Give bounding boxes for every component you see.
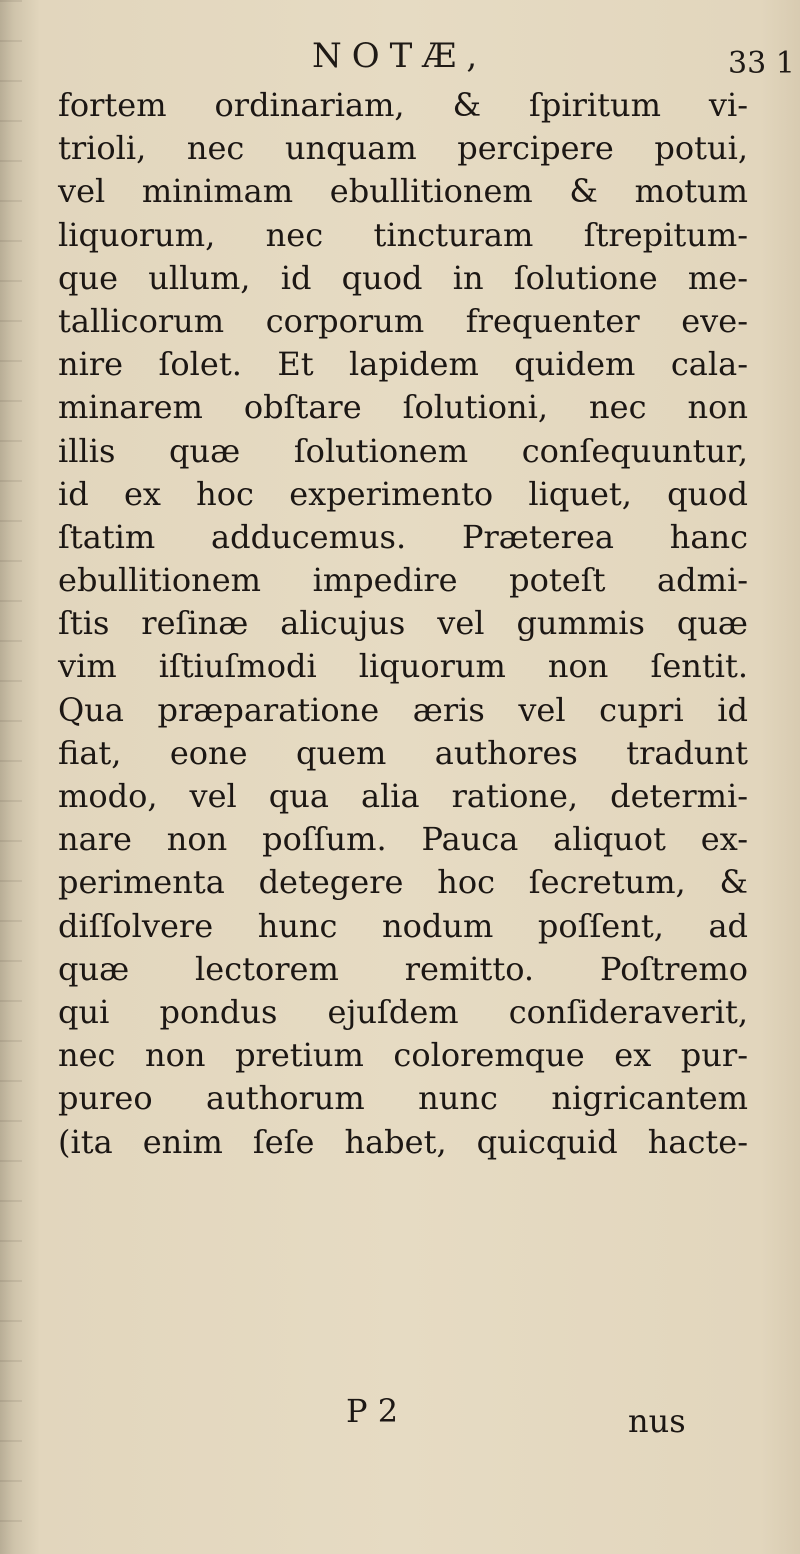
text-line: que ullum, id quod in ſolutione me-	[58, 258, 748, 297]
text-line: illis quæ ſolutionem conſequuntur,	[58, 431, 748, 470]
page-header	[0, 36, 800, 86]
text-line: vim iſtiuſmodi liquorum non ſentit.	[58, 647, 748, 686]
text-line: fiat, eone quem authores tradunt	[58, 733, 748, 772]
text-line: liquorum, nec tincturam ſtrepitum-	[58, 215, 748, 254]
text-line: (ita enim ſeſe habet, quicquid hacte-	[58, 1122, 748, 1161]
body-text	[58, 84, 748, 1164]
text-line: minarem obſtare ſolutioni, nec non	[58, 388, 748, 427]
text-line: tallicorum corporum frequenter eve-	[58, 301, 748, 340]
text-line: ſtis reſinæ alicujus vel gummis quæ	[58, 604, 748, 643]
text-line: modo, vel qua alia ratione, determi-	[58, 777, 748, 815]
page-number: 33 1	[728, 46, 795, 81]
text-line: ebullitionem impedire poteſt admi-	[58, 561, 748, 600]
text-line: perimenta detegere hoc ſecretum, &	[58, 863, 748, 902]
text-line: vel minimam ebullitionem & motum	[58, 172, 748, 211]
binding-gutter	[0, 0, 22, 1554]
text-line: pureo authorum nunc nigricantem	[58, 1079, 748, 1118]
text-line: fortem ordinariam, & ſpiritum vi-	[58, 86, 748, 124]
text-line: Qua præparatione æris vel cupri id	[58, 690, 748, 729]
text-line: nire ſolet. Et lapidem quidem cala-	[58, 345, 748, 384]
text-line: diſſolvere hunc nodum poſſent, ad	[58, 906, 748, 945]
text-line: nec non pretium coloremque ex pur-	[58, 1036, 748, 1075]
text-line: quæ lectorem remitto. Poſtremo	[58, 949, 748, 988]
page-footer	[0, 1392, 800, 1442]
catchword: nus	[628, 1402, 686, 1440]
running-head: NOTÆ,	[312, 36, 488, 76]
text-line: qui pondus ejuſdem conſideraverit,	[58, 992, 748, 1031]
text-line: ſtatim adducemus. Præterea hanc	[58, 517, 748, 556]
signature-mark: P 2	[346, 1392, 399, 1430]
text-line: nare non poſſum. Pauca aliquot ex-	[58, 820, 748, 859]
text-line: id ex hoc experimento liquet, quod	[58, 474, 748, 513]
text-line: trioli, nec unquam percipere potui,	[58, 129, 748, 168]
